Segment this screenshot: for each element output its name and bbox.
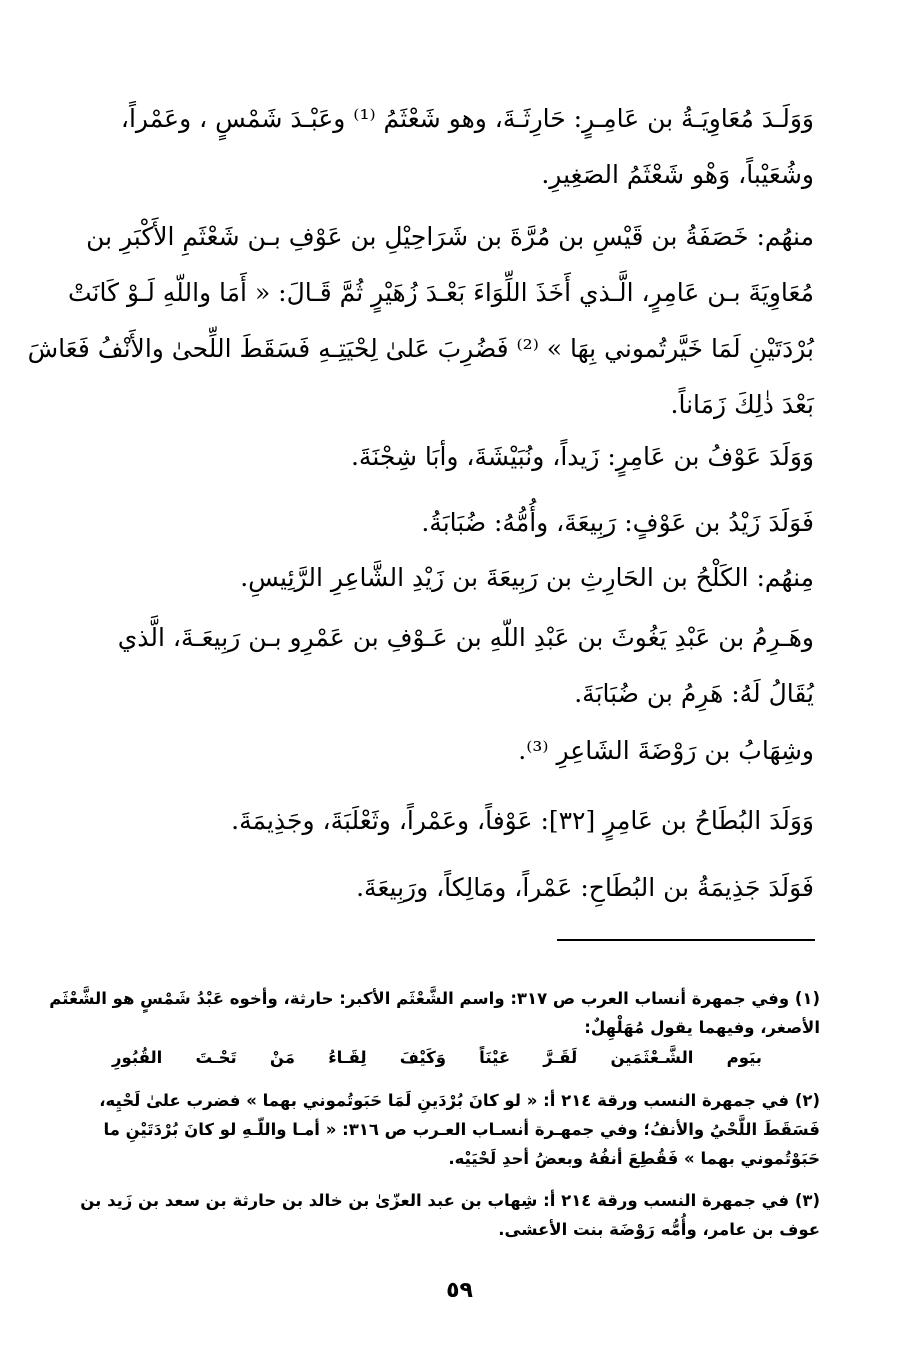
page-number: ٥٩ (446, 1278, 473, 1303)
verse-word: وَكَيْفَ (399, 1048, 446, 1067)
footnote-line: حَبَوْتُموني بهما » فَقُطِعَ أنفُهُ وبعضُ أحدِ لَحْيَيْه. (448, 1149, 820, 1168)
poetry-verse (112, 1048, 762, 1067)
paragraph-2 (27, 209, 814, 433)
footnote-line: (١) وفي جمهرة أنساب العرب ص ٣١٧: واسم الشَّعْثَم الأكبر: حارثة، وأخوه عَبْدُ شَمْسٍ هو الشَّعْثَم (49, 989, 820, 1008)
paragraph-7 (124, 723, 814, 779)
footnote-1 (49, 984, 820, 1042)
text-line: وَوَلَـدَ مُعَاوِيَـةُ بن عَامِـرٍ: حَارِثَـةَ، وهو شَعْثَمُ ⁽¹⁾ وعَبْـدَ شَمْسٍ ، وعَمْراً، (120, 104, 814, 133)
verse-word: لِقَـاءُ (328, 1048, 367, 1067)
footnote-2 (99, 1086, 820, 1173)
text-line: فَوَلَدَ جَذِيمَةُ بن البُطَاحِ: عَمْراً، ومَالِكاً، ورَبِيعَةَ. (356, 873, 814, 902)
paragraph-6 (117, 610, 814, 722)
verse-word: مَنْ (269, 1048, 295, 1067)
footnote-line: الأصغر، وفيهما يقول مُهَلْهِلٌ: (584, 1018, 820, 1037)
footnote-separator (557, 939, 815, 941)
verse-word: الشَّـعْثَمَين (610, 1048, 694, 1067)
paragraph-9 (124, 860, 814, 916)
text-line: وهَـرِمُ بن عَبْدِ يَغُوثَ بن عَبْدِ اللّهِ بن عَـوْفِ بن عَمْرِو بـن رَبِيعَـةَ، الَّذي (117, 623, 814, 652)
paragraph-5 (124, 550, 814, 606)
footnote-line: عوف بن عامر، وأُمُّه رَوْضَة بنت الأعشى. (498, 1220, 820, 1239)
text-line: وشِهَابُ بن رَوْضَةَ الشَاعِرِ ⁽³⁾. (518, 736, 814, 765)
text-line: مُعَاوِيَةَ بـن عَامِرٍ، الَّـذي أَخَذَ اللِّوَاءَ بَعْـدَ زُهَيْرٍ ثُمَّ قَـالَ: « أَمَا واللّهِ لَـوْ كَانَتْ (68, 278, 814, 307)
verse-word: لَقَـرَّ (543, 1048, 578, 1067)
paragraph-3 (124, 429, 814, 485)
paragraph-1 (120, 91, 814, 203)
verse-word: تَحْـتَ (195, 1048, 237, 1067)
text-line: وَوَلَدَ عَوْفُ بن عَامِرٍ: زَيداً، ونُبَيْشَةَ، وأبَا شِجْنَةَ. (350, 442, 814, 471)
paragraph-4 (124, 495, 814, 551)
footnote-line: فَسَقَطَ اللَّحْيُ والأنفُ؛ وفي جمهـرة أنسـاب العـرب ص ٣١٦: « أمـا واللّـهِ لو كانَ بُرْدَتَيْنِ ما (103, 1120, 820, 1139)
verse-word: عَيْنَاً (479, 1048, 511, 1067)
text-line: فَوَلَدَ زَيْدُ بن عَوْفٍ: رَبِيعَةَ، وأُمُّهُ: ضُبَابَةُ. (421, 508, 814, 537)
text-line: وَوَلَدَ البُطَاحُ بن عَامِرٍ [٣٢]: عَوْفاً، وعَمْراً، وثَعْلَبَةَ، وجَذِيمَةَ. (231, 806, 814, 835)
footnote-3 (80, 1186, 820, 1244)
text-line: بَعْدَ ذٰلِكَ زَمَاناً. (670, 390, 814, 419)
verse-word: القُبُورِ (112, 1048, 163, 1067)
footnote-line: (٢) في جمهرة النسب ورقة ٢١٤ أ: « لو كانَ بُرْدَينِ لَمَا حَبَوتُموني بهما » فضرب علىٰ لَحْيِه، (99, 1091, 820, 1110)
text-line: وشُعَيْباً، وَهْو شَعْثَمُ الصَغِيرِ. (541, 160, 814, 189)
footnote-line: (٣) في جمهرة النسب ورقة ٢١٤ أ: شِهاب بن عبد العزّىٰ بن خالد بن حارثة بن سعد بن زَيد بن (80, 1191, 820, 1210)
verse-word: بيَوم (726, 1048, 762, 1067)
text-line: منهُم: خَصَفَةُ بن قَيْسِ بن مُرَّةَ بن شَرَاحِيْلِ بن عَوْفِ بـن شَعْثَمِ الأَكْبَرِ بن (86, 222, 814, 251)
text-line: بُرْدَتَيْنِ لَمَا خَيَّرتُموني بِهَا » ⁽²⁾ فَضُرِبَ عَلىٰ لِحْيَتِـهِ فَسَقَطَ اللِّحىٰ والأَنْفُ فَعَاشَ (27, 334, 814, 363)
text-line: مِنهُم: الكَلْحُ بن الحَارِثِ بن رَبِيعَةَ بن زَيْدِ الشَّاعِرِ الرَّئِيسِ. (240, 563, 814, 592)
text-line: يُقَالُ لَهُ: هَرِمُ بن ضُبَابَةَ. (574, 679, 814, 708)
paragraph-8 (124, 793, 814, 849)
